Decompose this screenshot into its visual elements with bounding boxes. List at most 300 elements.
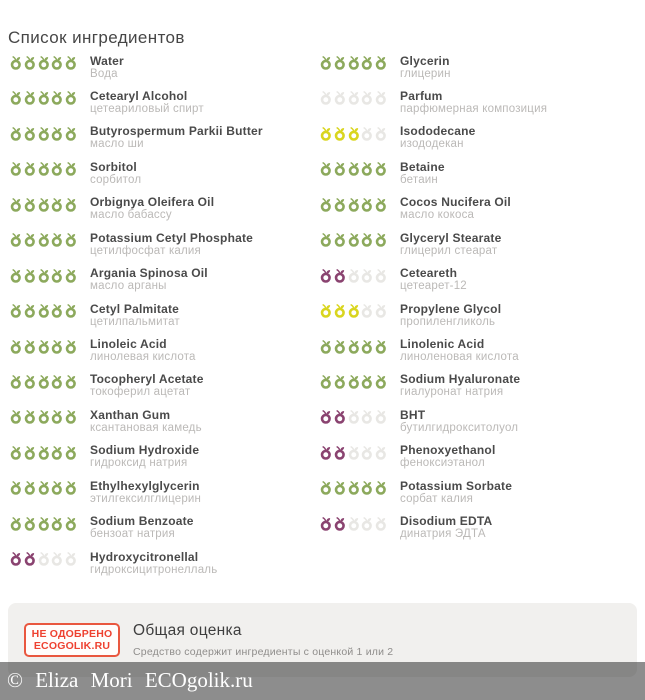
ingredient-row xyxy=(318,407,628,442)
rating-icons xyxy=(8,195,90,212)
apple-icon xyxy=(38,304,50,318)
rating-icons xyxy=(318,230,400,247)
apple-icon xyxy=(51,304,63,318)
apple-icon xyxy=(348,233,360,247)
ingredient-name-ru: гиалуронат натрия xyxy=(400,386,504,399)
ingredient-texts xyxy=(400,195,511,223)
ingredient-row xyxy=(318,124,628,159)
ingredient-name-ru: гидроксид натрия xyxy=(90,457,188,470)
ingredient-row xyxy=(318,301,628,336)
apple-icon xyxy=(10,340,22,354)
ingredient-name-ru: пропиленгликоль xyxy=(400,315,496,328)
ingredient-row xyxy=(8,478,318,513)
ingredient-name: Sorbitol xyxy=(90,159,137,174)
apple-icon xyxy=(334,304,346,318)
apple-icon xyxy=(65,56,77,70)
apple-icon xyxy=(51,446,63,460)
apple-icon xyxy=(65,517,77,531)
ingredient-row xyxy=(318,53,628,88)
apple-icon xyxy=(10,91,22,105)
apple-icon xyxy=(334,91,346,105)
ingredient-row xyxy=(8,124,318,159)
apple-icon xyxy=(375,269,387,283)
apple-icon xyxy=(10,198,22,212)
apple-icon xyxy=(24,233,36,247)
apple-icon xyxy=(65,233,77,247)
apple-icon xyxy=(24,340,36,354)
apple-icon xyxy=(38,269,50,283)
ingredient-texts xyxy=(90,301,180,329)
ingredient-name-ru: цетилфосфат калия xyxy=(90,244,201,257)
ingredient-row xyxy=(318,88,628,123)
ingredient-texts xyxy=(90,195,214,223)
ingredient-texts xyxy=(90,443,199,471)
apple-icon xyxy=(334,517,346,531)
apple-icon xyxy=(38,517,50,531)
ingredient-name: BHT xyxy=(400,407,426,422)
apple-icon xyxy=(51,91,63,105)
apple-icon xyxy=(375,198,387,212)
apple-icon xyxy=(348,410,360,424)
apple-icon xyxy=(38,233,50,247)
ingredient-name-ru: цетеарет-12 xyxy=(400,280,467,293)
apple-icon xyxy=(348,127,360,141)
ingredient-texts xyxy=(90,372,204,400)
apple-icon xyxy=(10,552,22,566)
rating-icons xyxy=(8,407,90,424)
ingredient-name-ru: цетеариловый спирт xyxy=(90,102,204,115)
rating-icons xyxy=(8,159,90,176)
rating-icons xyxy=(8,443,90,460)
apple-icon xyxy=(38,127,50,141)
apple-icon xyxy=(348,517,360,531)
apple-icon xyxy=(348,375,360,389)
apple-icon xyxy=(10,481,22,495)
ingredient-texts xyxy=(400,266,467,294)
ingredient-row xyxy=(318,372,628,407)
apple-icon xyxy=(10,56,22,70)
apple-icon xyxy=(38,198,50,212)
apple-icon xyxy=(51,198,63,212)
apple-icon xyxy=(51,410,63,424)
apple-icon xyxy=(65,127,77,141)
ingredient-name-ru: этилгексилглицерин xyxy=(90,492,202,505)
apple-icon xyxy=(24,375,36,389)
rating-icons xyxy=(318,159,400,176)
apple-icon xyxy=(320,517,332,531)
ingredient-row xyxy=(318,230,628,265)
ingredient-name: Xanthan Gum xyxy=(90,407,171,422)
apple-icon xyxy=(361,340,373,354)
apple-icon xyxy=(361,517,373,531)
apple-icon xyxy=(24,198,36,212)
apple-icon xyxy=(334,446,346,460)
ingredient-texts xyxy=(400,53,451,81)
rating-icons xyxy=(318,195,400,212)
apple-icon xyxy=(10,517,22,531)
apple-icon xyxy=(361,446,373,460)
apple-icon xyxy=(375,56,387,70)
ingredient-name: Butyrospermum Parkii Butter xyxy=(90,124,263,139)
ingredient-texts xyxy=(90,407,202,435)
apple-icon xyxy=(51,481,63,495)
apple-icon xyxy=(375,162,387,176)
apple-icon xyxy=(361,127,373,141)
apple-icon xyxy=(51,517,63,531)
apple-icon xyxy=(24,304,36,318)
apple-icon xyxy=(24,269,36,283)
apple-icon xyxy=(320,340,332,354)
apple-icon xyxy=(375,517,387,531)
apple-icon xyxy=(38,162,50,176)
ingredient-name-ru: изододекан xyxy=(400,138,464,151)
rating-icons xyxy=(8,124,90,141)
apple-icon xyxy=(348,91,360,105)
overall-rating-description: Средство содержит ингредиенты с оценкой 1 или 2 xyxy=(133,646,394,658)
ingredient-name-ru: масло арганы xyxy=(90,280,167,293)
ingredient-texts xyxy=(90,88,204,116)
ingredient-name-ru: масло ши xyxy=(90,138,144,151)
apple-icon xyxy=(38,340,50,354)
ingredient-name-ru: динатрия ЭДТА xyxy=(400,528,486,541)
apple-icon xyxy=(51,56,63,70)
ingredient-name: Glyceryl Stearate xyxy=(400,230,502,245)
apple-icon xyxy=(375,91,387,105)
rating-icons xyxy=(318,443,400,460)
apple-icon xyxy=(334,375,346,389)
apple-icon xyxy=(38,56,50,70)
ingredient-name-ru: масло бабассу xyxy=(90,209,172,222)
ingredient-name: Cocos Nucifera Oil xyxy=(400,195,511,210)
ingredient-name: Argania Spinosa Oil xyxy=(90,266,208,281)
rating-icons xyxy=(8,266,90,283)
apple-icon xyxy=(320,410,332,424)
ingredient-row xyxy=(8,88,318,123)
apple-icon xyxy=(320,56,332,70)
apple-icon xyxy=(334,481,346,495)
rating-icons xyxy=(318,124,400,141)
apple-icon xyxy=(334,410,346,424)
rating-icons xyxy=(318,53,400,70)
ingredient-name: Orbignya Oleifera Oil xyxy=(90,195,215,210)
apple-icon xyxy=(38,481,50,495)
ingredient-name: Cetearyl Alcohol xyxy=(90,88,188,103)
ingredient-row xyxy=(8,443,318,478)
apple-icon xyxy=(24,56,36,70)
rating-icons xyxy=(8,337,90,354)
apple-icon xyxy=(320,127,332,141)
apple-icon xyxy=(348,162,360,176)
apple-icon xyxy=(320,91,332,105)
ingredient-texts xyxy=(400,124,476,152)
apple-icon xyxy=(65,162,77,176)
apple-icon xyxy=(38,375,50,389)
overall-rating-texts xyxy=(133,622,393,658)
apple-icon xyxy=(24,552,36,566)
ingredient-name-ru: линоленовая кислота xyxy=(400,351,519,363)
apple-icon xyxy=(361,410,373,424)
apple-icon xyxy=(375,127,387,141)
rating-icons xyxy=(318,266,400,283)
ingredient-name: Linolenic Acid xyxy=(400,337,485,351)
rating-icons xyxy=(318,514,400,531)
apple-icon xyxy=(348,198,360,212)
apple-icon xyxy=(10,269,22,283)
rating-icons xyxy=(318,337,400,354)
rating-icons xyxy=(318,301,400,318)
apple-icon xyxy=(320,233,332,247)
rating-icons xyxy=(8,301,90,318)
rating-icons xyxy=(318,88,400,105)
watermark-footer xyxy=(0,662,645,700)
ingredient-name: Potassium Sorbate xyxy=(400,478,513,493)
ingredient-texts xyxy=(400,301,501,329)
ingredient-name-ru: цетилпальмитат xyxy=(90,315,180,328)
ingredient-name: Parfum xyxy=(400,88,443,103)
apple-icon xyxy=(10,233,22,247)
apple-icon xyxy=(375,233,387,247)
ingredient-texts xyxy=(90,514,194,542)
rating-icons xyxy=(8,514,90,531)
apple-icon xyxy=(334,233,346,247)
ingredient-texts xyxy=(400,159,445,187)
ingredient-texts xyxy=(90,159,141,187)
ingredient-texts xyxy=(90,337,196,365)
apple-icon xyxy=(348,340,360,354)
not-approved-stamp xyxy=(24,623,120,657)
ingredient-texts xyxy=(400,478,512,506)
apple-icon xyxy=(24,410,36,424)
apple-icon xyxy=(334,162,346,176)
apple-icon xyxy=(24,517,36,531)
apple-icon xyxy=(10,162,22,176)
ingredient-row xyxy=(8,195,318,230)
ingredient-name-ru: глицерин xyxy=(400,67,451,80)
ingredient-name-ru: бетаин xyxy=(400,173,438,186)
apple-icon xyxy=(65,446,77,460)
ingredient-row xyxy=(8,337,318,372)
apple-icon xyxy=(10,127,22,141)
apple-icon xyxy=(348,304,360,318)
apple-icon xyxy=(334,56,346,70)
apple-icon xyxy=(51,162,63,176)
ingredient-column-right xyxy=(318,53,628,585)
apple-icon xyxy=(38,410,50,424)
ingredient-name-ru: глицерил стеарат xyxy=(400,244,498,257)
ingredient-texts xyxy=(400,230,501,258)
ingredient-row xyxy=(318,195,628,230)
apple-icon xyxy=(51,375,63,389)
apple-icon xyxy=(10,375,22,389)
rating-icons xyxy=(318,372,400,389)
ingredient-texts xyxy=(400,372,520,400)
stamp-line1: НЕ ОДОБРЕНО xyxy=(31,627,113,640)
ingredient-row xyxy=(8,230,318,265)
ingredient-name: Potassium Cetyl Phosphate xyxy=(90,230,254,245)
ingredient-name-ru: сорбитол xyxy=(90,173,142,186)
ingredient-name: Tocopheryl Acetate xyxy=(90,372,204,387)
apple-icon xyxy=(361,375,373,389)
apple-icon xyxy=(334,269,346,283)
ingredient-row xyxy=(8,407,318,442)
ingredient-name: Glycerin xyxy=(400,53,450,68)
ingredient-name: Cetyl Palmitate xyxy=(90,301,180,316)
apple-icon xyxy=(65,91,77,105)
ingredient-name: Ceteareth xyxy=(400,266,458,281)
ingredient-name: Sodium Hyaluronate xyxy=(400,372,521,387)
ingredient-texts xyxy=(90,266,208,294)
apple-icon xyxy=(10,304,22,318)
apple-icon xyxy=(10,410,22,424)
ingredient-row xyxy=(318,337,628,372)
apple-icon xyxy=(65,304,77,318)
apple-icon xyxy=(38,446,50,460)
ingredient-name-ru: сорбат калия xyxy=(400,492,474,505)
apple-icon xyxy=(334,127,346,141)
page-title: Список ингредиентов xyxy=(8,28,185,48)
apple-icon xyxy=(51,340,63,354)
ingredient-name: Isododecane xyxy=(400,124,476,139)
ingredient-texts xyxy=(90,53,124,81)
apple-icon xyxy=(361,269,373,283)
ingredient-name-ru: бензоат натрия xyxy=(90,528,175,541)
ingredient-name: Water xyxy=(90,53,124,68)
apple-icon xyxy=(334,198,346,212)
apple-icon xyxy=(51,127,63,141)
apple-icon xyxy=(334,340,346,354)
apple-icon xyxy=(320,198,332,212)
rating-icons xyxy=(8,549,90,566)
ingredient-row xyxy=(318,266,628,301)
ingredient-name: Sodium Benzoate xyxy=(90,514,194,529)
apple-icon xyxy=(375,340,387,354)
ingredient-row xyxy=(318,514,628,549)
apple-icon xyxy=(375,410,387,424)
ingredient-name-ru: феноксиэтанол xyxy=(400,457,485,470)
apple-icon xyxy=(51,552,63,566)
ingredient-texts xyxy=(90,124,263,152)
rating-icons xyxy=(8,478,90,495)
apple-icon xyxy=(65,269,77,283)
apple-icon xyxy=(348,481,360,495)
ingredient-row xyxy=(318,478,628,513)
rating-icons xyxy=(318,478,400,495)
apple-icon xyxy=(65,340,77,354)
apple-icon xyxy=(65,410,77,424)
rating-icons xyxy=(8,372,90,389)
ingredient-texts xyxy=(90,478,201,506)
apple-icon xyxy=(24,446,36,460)
apple-icon xyxy=(375,481,387,495)
ingredient-name-ru: парфюмерная композиция xyxy=(400,102,548,115)
apple-icon xyxy=(65,552,77,566)
ingredient-row xyxy=(8,549,318,584)
ingredient-name-ru: бутилгидрокситолуол xyxy=(400,421,519,434)
ingredient-name: Propylene Glycol xyxy=(400,301,502,316)
apple-icon xyxy=(361,198,373,212)
apple-icon xyxy=(348,56,360,70)
ingredient-name-ru: линолевая кислота xyxy=(90,351,196,363)
apple-icon xyxy=(24,162,36,176)
apple-icon xyxy=(10,446,22,460)
rating-icons xyxy=(8,53,90,70)
rating-icons xyxy=(8,88,90,105)
apple-icon xyxy=(361,233,373,247)
ingredient-name-ru: Вода xyxy=(90,67,118,80)
ingredient-row xyxy=(8,159,318,194)
ingredient-name-ru: гидроксицитронеллаль xyxy=(90,563,218,576)
ingredient-list xyxy=(8,53,628,585)
ingredient-row xyxy=(318,443,628,478)
apple-icon xyxy=(361,304,373,318)
apple-icon xyxy=(361,162,373,176)
apple-icon xyxy=(38,552,50,566)
apple-icon xyxy=(348,446,360,460)
ingredient-row xyxy=(8,301,318,336)
apple-icon xyxy=(24,481,36,495)
apple-icon xyxy=(51,269,63,283)
ingredient-row xyxy=(8,372,318,407)
apple-icon xyxy=(320,481,332,495)
apple-icon xyxy=(65,198,77,212)
ingredient-texts xyxy=(400,443,495,471)
ingredient-row xyxy=(318,159,628,194)
ingredient-name-ru: ксантановая камедь xyxy=(90,421,202,434)
ingredient-name: Phenoxyethanol xyxy=(400,443,496,458)
ingredient-name-ru: масло кокоса xyxy=(400,209,475,222)
apple-icon xyxy=(375,304,387,318)
stamp-line2: ECOGOLIK.RU xyxy=(33,640,111,652)
ingredient-name: Disodium EDTA xyxy=(400,514,493,529)
apple-icon xyxy=(65,481,77,495)
ingredient-texts xyxy=(90,230,253,258)
rating-icons xyxy=(8,230,90,247)
ingredient-name: Betaine xyxy=(400,159,445,174)
ingredient-row xyxy=(8,266,318,301)
apple-icon xyxy=(361,481,373,495)
apple-icon xyxy=(51,233,63,247)
ingredient-column-left xyxy=(8,53,318,585)
apple-icon xyxy=(348,269,360,283)
ingredient-name: Sodium Hydroxide xyxy=(90,443,200,458)
ingredient-name: Ethylhexylglycerin xyxy=(90,478,200,493)
apple-icon xyxy=(320,304,332,318)
ingredient-name: Hydroxycitronellal xyxy=(90,549,199,564)
apple-icon xyxy=(24,91,36,105)
ingredient-texts xyxy=(400,88,547,116)
apple-icon xyxy=(38,91,50,105)
rating-icons xyxy=(318,407,400,424)
apple-icon xyxy=(24,127,36,141)
apple-icon xyxy=(375,375,387,389)
copyright-text: © Eliza Mori ECOgolik.ru xyxy=(7,668,253,692)
apple-icon xyxy=(375,446,387,460)
ingredient-texts xyxy=(400,407,518,435)
apple-icon xyxy=(320,375,332,389)
ingredient-name: Linoleic Acid xyxy=(90,337,167,351)
apple-icon xyxy=(65,375,77,389)
apple-icon xyxy=(320,162,332,176)
ingredient-name-ru: токоферил ацетат xyxy=(90,386,191,399)
apple-icon xyxy=(361,91,373,105)
ingredient-texts xyxy=(400,514,492,542)
apple-icon xyxy=(320,269,332,283)
ingredient-texts xyxy=(400,337,519,365)
ingredient-texts xyxy=(90,549,217,577)
ingredient-row xyxy=(8,53,318,88)
apple-icon xyxy=(320,446,332,460)
overall-rating-title: Общая оценка xyxy=(133,622,242,639)
